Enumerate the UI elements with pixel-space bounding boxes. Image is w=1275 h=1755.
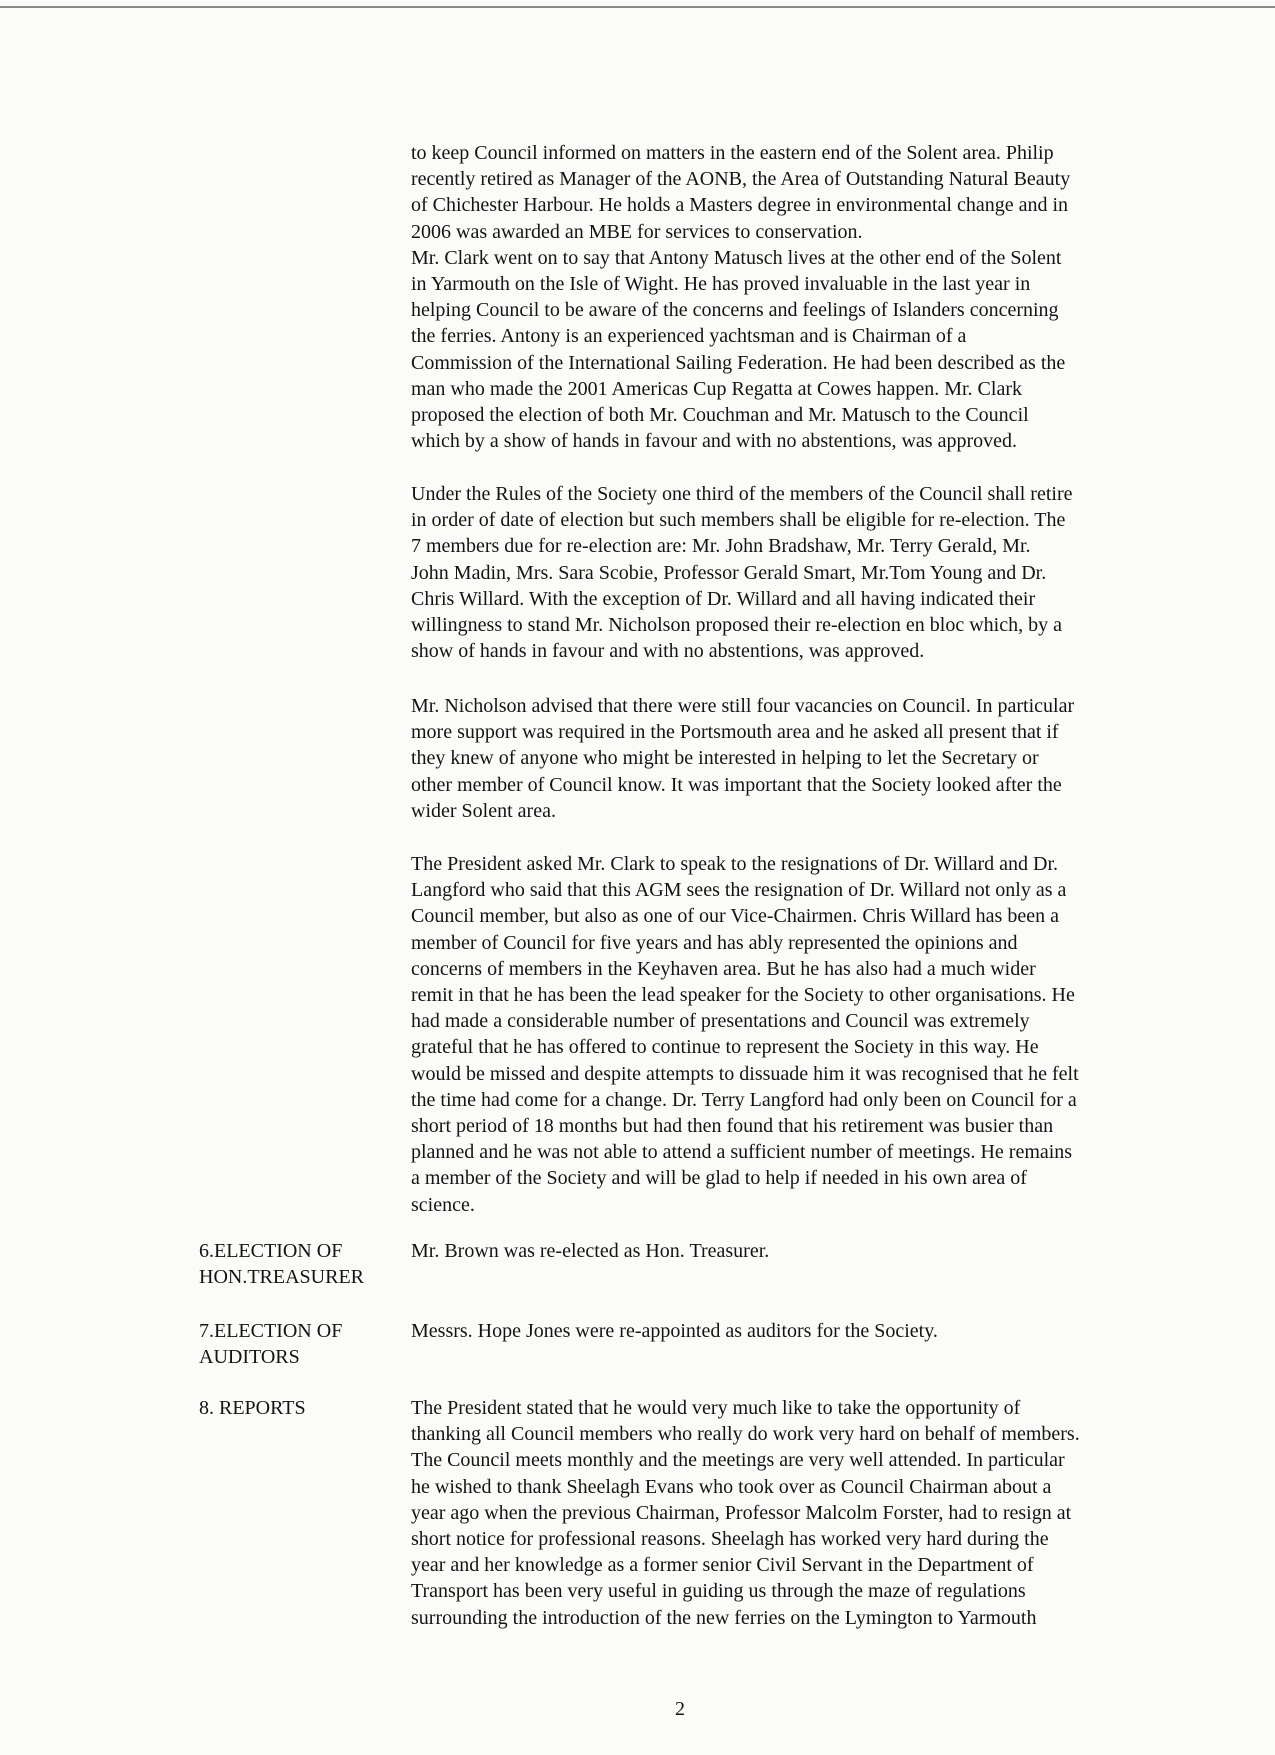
page-number: 2 bbox=[675, 1698, 685, 1720]
section-label-reports: 8. REPORTS bbox=[199, 1397, 306, 1419]
paragraph-text: Under the Rules of the Society one third of the members of the Council shall retire in order of date of election but such members shall be eligible for re-election. The 7 members due for re-election are: Mr. John Bradshaw, Mr. Terry Gerald, Mr. John Madin, Mrs. Sara Scobie, Professor Gerald Smart, Mr.Tom Young and Dr. Chris Willard. With the exception of Dr. Willard and all having indicated their willingness to stand Mr. Nicholson proposed their re-election en bloc which, by a show of hands in favour and with no abstentions, was approved. bbox=[411, 483, 1073, 663]
paragraph-text: Mr. Nicholson advised that there were still four vacancies on Council. In particular more support was required in the Portsmouth area and he asked all present that if they knew of anyone who might be interested in helping to let the Secretary or other member of Council know. It was important that the Society looked after the wider Solent area. bbox=[411, 695, 1075, 822]
body-paragraph-1 bbox=[411, 140, 1181, 454]
body-paragraph-4 bbox=[411, 851, 1181, 1218]
scan-edge-line bbox=[0, 6, 1275, 8]
section-text-reports: The President stated that he would very much like to take the opportunity of thanking all Council members who really do work very hard on behalf of members. The Council meets monthly and the meetings are very well attended. In particular he wished to thank Sheelagh Evans who took over as Council Chairman about a year ago when the previous Chairman, Professor Malcolm Forster, had to resign at short notice for professional reasons. Sheelagh has worked very hard during the year and her knowledge as a former senior Civil Servant in the Department of Transport has been very useful in guiding us through the maze of regulations surrounding the introduction of the new ferries on the Lymington to Yarmouth bbox=[411, 1397, 1080, 1629]
section-text-auditors: Messrs. Hope Jones were re-appointed as auditors for the Society. bbox=[411, 1320, 938, 1342]
section-label-auditors: 7.ELECTION OF AUDITORS bbox=[199, 1320, 343, 1368]
paragraph-text: to keep Council informed on matters in the eastern end of the Solent area. Philip recently retired as Manager of the AONB, the Area of Outstanding Natural Beauty of Chichester Harbour. He holds a Masters degree in environmental change and in 2006 was awarded an MBE for services to conservation. Mr. Clark went on to say that Antony Matusch lives at the other end of the Solent in Yarmouth on the Isle of Wight. He has proved invaluable in the last year in helping Council to be aware of the concerns and feelings of Islanders concerning the ferries. Antony is an experienced yachtsman and is Chairman of a Commission of the International Sailing Federation. He had been described as the man who made the 2001 Americas Cup Regatta at Cowes happen. Mr. Clark proposed the election of both Mr. Couchman and Mr. Matusch to the Council which by a show of hands in favour and with no abstentions, was approved. bbox=[411, 142, 1071, 453]
body-paragraph-2 bbox=[411, 481, 1181, 664]
paragraph-text: The President asked Mr. Clark to speak to the resignations of Dr. Willard and Dr. Langford who said that this AGM sees the resignation of Dr. Willard not only as a Council member, but also as one of our Vice-Chairmen. Chris Willard has been a member of Council for five years and has ably represented the opinions and concerns of members in the Keyhaven area. But he has also had a much wider remit in that he has been the lead speaker for the Society to other organisations. He had made a considerable number of presentations and Council was extremely grateful that he has offered to continue to represent the Society in this way. He would be missed and despite attempts to dissuade him it was recognised that he felt the time had come for a change. Dr. Terry Langford had only been on Council for a short period of 18 months but had then found that his retirement was busier than planned and he was not able to attend a sufficient number of meetings. He remains a member of the Society and will be glad to help if needed in his own area of science. bbox=[411, 853, 1079, 1216]
section-label-hon-treasurer: 6.ELECTION OF HON.TREASURER bbox=[199, 1240, 365, 1288]
body-paragraph-3 bbox=[411, 693, 1181, 824]
section-text-hon-treasurer: Mr. Brown was re-elected as Hon. Treasurer. bbox=[411, 1240, 770, 1262]
